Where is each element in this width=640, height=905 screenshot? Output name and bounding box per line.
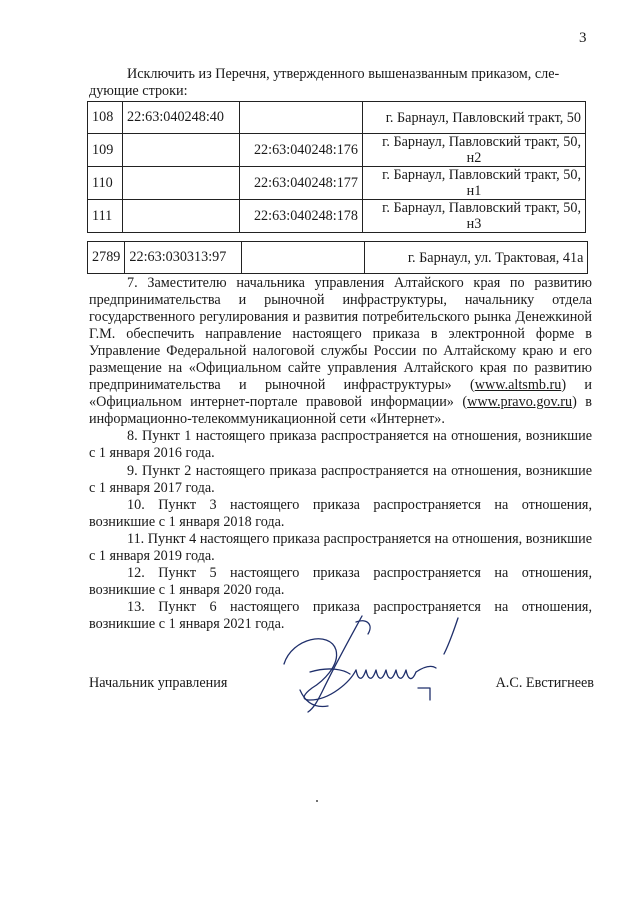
- row-number: 110: [88, 167, 123, 200]
- row-number: 2789: [88, 242, 125, 274]
- page-number: 3: [579, 30, 587, 46]
- address-suffix: н3: [466, 216, 482, 232]
- paragraph-7-text: 7. Заместителю начальника управления Алтайского края по развитию предпринимательства и рыночной инфраструктуры, начальнику отдела государственного регулирования и развития потребительского рынка Денежкиной Г.М. обеспечить направление настоящего приказа в электронной форме в Управление Федеральной налоговой службы России по Алтайскому краю и его размещение на «Официальном сайте управления Алтайского края по развитию предпринимательства и рыночной инфраструктуры» (: [89, 275, 592, 394]
- scan-speck: [316, 800, 318, 802]
- table-row: [88, 134, 586, 167]
- cadastral-number-2: 22:63:040248:177: [240, 167, 363, 200]
- address-cell: [363, 102, 586, 134]
- row-number: 109: [88, 134, 123, 167]
- cadastral-number-1: [123, 134, 240, 167]
- cadastral-number-2: 22:63:040248:176: [240, 134, 363, 167]
- paragraph-7-text-mid: ) и «Официальном интернет-портале правовой информации» (: [89, 377, 592, 411]
- address-suffix: н2: [466, 150, 482, 166]
- row-number: 108: [88, 102, 123, 134]
- signatory-title: Начальник управления: [89, 675, 228, 691]
- paragraph-9: 9. Пункт 2 настоящего приказа распространяется на отношения, возникшие с 1 января 2017 года.: [89, 462, 592, 496]
- cadastral-number-1: 22:63:030313:97: [125, 242, 242, 274]
- address-line: г. Барнаул, Павловский тракт, 50: [385, 109, 581, 126]
- cadastral-number-2: [240, 102, 363, 134]
- cadastral-number-1: 22:63:040248:40: [123, 102, 240, 134]
- handwritten-signature: [270, 608, 470, 718]
- paragraph-12: 12. Пункт 5 настоящего приказа распространяется на отношения, возникшие с 1 января 2020 года.: [89, 564, 592, 598]
- signatory-name: А.С. Евстигнеев: [495, 675, 594, 691]
- address-cell: [363, 200, 586, 233]
- address-cell: [363, 167, 586, 200]
- address-cell: [363, 134, 586, 167]
- address-line: г. Барнаул, Павловский тракт, 50,: [382, 134, 581, 150]
- paragraph-8: 8. Пункт 1 настоящего приказа распространяется на отношения, возникшие с 1 января 2016 года.: [89, 428, 592, 462]
- table-row: [88, 200, 586, 233]
- cadastral-number-1: [123, 200, 240, 233]
- link-altsmb[interactable]: www.altsmb.ru: [474, 377, 562, 394]
- paragraph-11: 11. Пункт 4 настоящего приказа распространяется на отношения, возникшие с 1 января 2019 года.: [89, 530, 592, 564]
- cadastral-number-2: [242, 242, 365, 274]
- link-pravo[interactable]: www.pravo.gov.ru: [467, 394, 573, 411]
- intro-line-2: дующие строки:: [89, 83, 188, 99]
- cadastral-number-2: 22:63:040248:178: [240, 200, 363, 233]
- document-body: [89, 275, 592, 633]
- table-row: [88, 242, 588, 274]
- paragraph-7: [89, 275, 592, 428]
- address-suffix: н1: [466, 183, 482, 199]
- table-row: [88, 102, 586, 134]
- address-line: г. Барнаул, Павловский тракт, 50,: [382, 200, 581, 216]
- exclusion-table: [87, 101, 586, 233]
- paragraph-7-text-end: ) в информационно-телекоммуникационной сети «Интернет».: [89, 394, 592, 428]
- exclusion-table-continued: [87, 241, 588, 274]
- paragraph-10: 10. Пункт 3 настоящего приказа распространяется на отношения, возникшие с 1 января 2018 года.: [89, 496, 592, 530]
- address-cell: [365, 242, 588, 274]
- intro-line-1: Исключить из Перечня, утвержденного вышеназванным приказом, сле-: [127, 66, 560, 82]
- intro-text: [89, 66, 592, 100]
- table-row: [88, 167, 586, 200]
- address-line: г. Барнаул, ул. Трактовая, 41а: [407, 249, 584, 266]
- address-line: г. Барнаул, Павловский тракт, 50,: [382, 167, 581, 183]
- paragraph-13: 13. Пункт 6 настоящего приказа распространяется на отношения, возникшие с 1 января 2021 года.: [89, 598, 592, 632]
- cadastral-number-1: [123, 167, 240, 200]
- row-number: 111: [88, 200, 123, 233]
